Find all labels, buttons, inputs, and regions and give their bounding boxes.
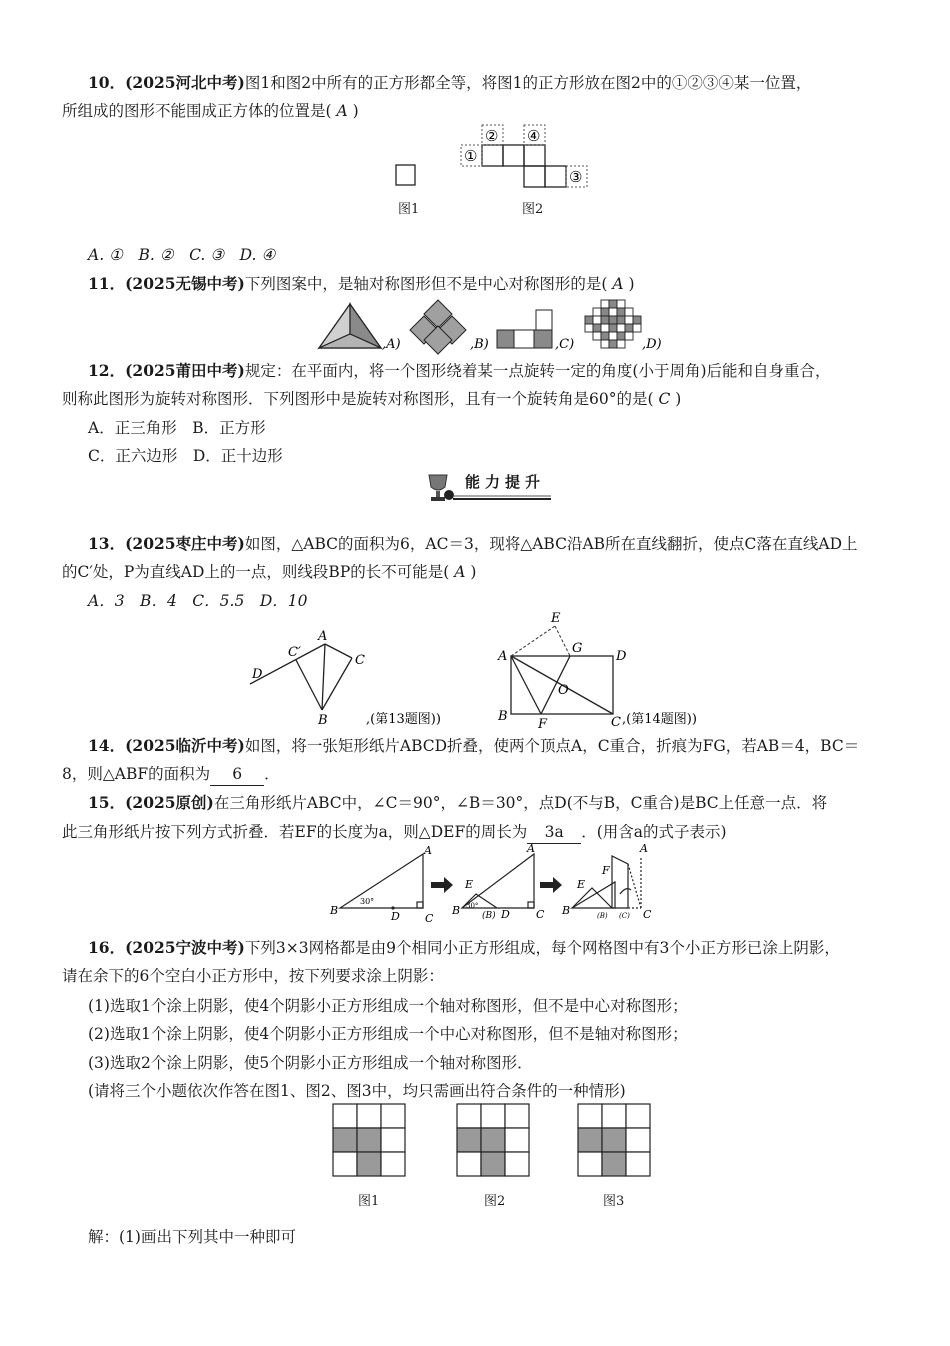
- q16-number: 16．: [88, 938, 126, 957]
- q11-option-b-label: ,B): [470, 337, 489, 352]
- q15-line1: [88, 792, 827, 814]
- grid-cell: [602, 1104, 626, 1128]
- q14-line2: [62, 763, 280, 786]
- q15-number: 15．: [88, 793, 126, 812]
- grid-cell: [357, 1128, 381, 1152]
- q11-close-paren: ): [628, 275, 635, 293]
- q15-p1-label-b: B: [330, 904, 339, 917]
- q16-grid3-caption: 图3: [603, 1194, 625, 1209]
- q11-option-b-diamonds: [410, 300, 466, 354]
- q15-panel1-triangle: [340, 854, 423, 908]
- q13-text1: 如图，△ABC的面积为6，AC＝3，现将△ABC沿AB所在直线翻折，使点C落在直线AD上: [244, 535, 858, 553]
- q12-answer: C: [658, 390, 671, 408]
- grid-cell: [381, 1152, 405, 1176]
- q13-answer: A: [454, 563, 466, 581]
- q15-text2a: 此三角形纸片按下列方式折叠．若EF的长度为a，则△DEF的周长为: [62, 823, 528, 841]
- q15-p2-label-d: D: [501, 908, 510, 921]
- section-header: [425, 469, 555, 503]
- q11-option-c-blocks: [497, 310, 552, 348]
- q16-item1: (1)选取1个涂上阴影，使4个阴影小正方形组成一个轴对称图形，但不是中心对称图形；: [88, 997, 688, 1015]
- grid-cell: [505, 1128, 529, 1152]
- arrow-right-icon: [431, 877, 453, 893]
- q14-label-f: F: [538, 717, 548, 732]
- q15-p3-label-e: E: [577, 878, 586, 891]
- grid-cell: [333, 1152, 357, 1176]
- q14-fig-caption: ,(第14题图)): [622, 712, 697, 727]
- q16-grid-3: [578, 1104, 650, 1176]
- q16-text1: 下列3×3网格都是由9个相同小正方形组成，每个网格图中有3个小正方形已涂上阴影，: [244, 939, 840, 957]
- q16-grid-2: [457, 1104, 529, 1176]
- q10-figures: [0, 125, 950, 245]
- q13-options: A．3 B．4 C．5.5 D．10: [88, 592, 308, 610]
- q11-option-d-label: ,D): [642, 337, 662, 352]
- q12-text1: 规定：在平面内，将一个图形绕着某一点旋转一定的角度(小于周角)后能和自身重合，: [244, 362, 831, 380]
- q13-label-d: D: [252, 667, 263, 682]
- q15-p3-fold-mark: [620, 889, 631, 894]
- grid-cell: [505, 1104, 529, 1128]
- q11-number: 11．: [88, 274, 126, 293]
- q15-p1-label-c: C: [425, 912, 434, 925]
- q15-line2: [62, 821, 727, 844]
- q15-p2-label-c: C: [536, 908, 545, 921]
- grid-cell: [333, 1104, 357, 1128]
- q14-label-c: C: [611, 715, 621, 730]
- grid-cell: [457, 1128, 481, 1152]
- grid-cell: [481, 1128, 505, 1152]
- q10-answer: A: [336, 102, 348, 120]
- q10-number: 10．: [88, 73, 126, 92]
- grid-cell: [481, 1152, 505, 1176]
- q13-figure: [250, 644, 352, 710]
- q12-options-row2: C．正六边形 D．正十边形: [88, 447, 283, 465]
- q13-text2: 的C′处，P为直线AD上的一点，则线段BP的长不可能是(: [62, 563, 450, 581]
- q10-fig1-caption: 图1: [398, 202, 420, 217]
- q13-line2: [62, 561, 476, 583]
- q10-position-2: ②: [485, 127, 499, 145]
- q13-source: (2025枣庄中考): [125, 534, 245, 553]
- grid-cell: [626, 1104, 650, 1128]
- q16-grid2-caption: 图2: [484, 1194, 506, 1209]
- q15-p1-label-a: A: [424, 844, 432, 857]
- q10-options: A. ① B. ② C. ③ D. ④: [88, 246, 276, 264]
- q11-option-a-triangle: [319, 304, 381, 348]
- q15-p3-label-b: B: [562, 904, 571, 917]
- q10-source: (2025河北中考): [125, 73, 245, 92]
- grid-cell: [602, 1152, 626, 1176]
- q13-label-cp: C′: [288, 645, 301, 660]
- q15-p2-label-bp: (B): [482, 911, 496, 921]
- q16-line2: 请在余下的6个空白小正方形中，按下列要求涂上阴影：: [62, 967, 444, 985]
- q15-p1-angle: 30°: [360, 897, 375, 906]
- q15-p2-angle: 30°: [466, 902, 479, 910]
- q13-label-a: A: [318, 629, 328, 644]
- q16-grid1-caption: 图1: [358, 1194, 380, 1209]
- q14-label-g: G: [572, 641, 583, 656]
- grid-cell: [333, 1128, 357, 1152]
- grid-cell: [457, 1152, 481, 1176]
- q15-p3-label-c: C: [643, 908, 652, 921]
- q16-grids: [0, 1104, 950, 1184]
- q15-p3-label-a: A: [640, 842, 648, 855]
- q15-p3-label-cp: (C): [619, 912, 630, 920]
- q13-close-paren: ): [470, 563, 477, 581]
- q15-p3-label-bp: (B): [597, 912, 608, 920]
- grid-cell: [578, 1152, 602, 1176]
- q10-position-1: ①: [464, 147, 478, 165]
- q10-position-3: ③: [569, 168, 583, 186]
- q14-text1: 如图，将一张矩形纸片ABCD折叠，使两个顶点A，C重合，折痕为FG，若AB＝4，BC＝: [244, 737, 860, 755]
- q11-line1: [88, 273, 635, 295]
- q14-label-a: A: [498, 649, 508, 664]
- q15-p3-label-f: F: [602, 864, 610, 877]
- q14-label-b: B: [498, 709, 508, 724]
- q14-source: (2025临沂中考): [125, 736, 245, 755]
- q11-figures: [0, 296, 950, 356]
- arrow-right-icon: [540, 877, 562, 893]
- q14-answer-blank: 6: [210, 763, 264, 786]
- q10-line2: [62, 100, 359, 122]
- section-title-text: 能力提升: [465, 473, 546, 491]
- q11-option-d-pattern: [585, 300, 641, 348]
- q12-number: 12．: [88, 361, 126, 380]
- q15-text1: 在三角形纸片ABC中，∠C＝90°，∠B＝30°，点D(不与B，C重合)是BC上任意一点．将: [213, 794, 828, 812]
- q10-close-paren: ): [352, 102, 359, 120]
- q15-p2-label-e: E: [465, 878, 474, 891]
- grid-cell: [381, 1104, 405, 1128]
- q14-text2b: ．: [264, 765, 280, 783]
- q11-source: (2025无锡中考): [125, 274, 245, 293]
- q11-answer: A: [612, 275, 624, 293]
- grid-cell: [578, 1128, 602, 1152]
- q15-answer-blank: 3a: [527, 821, 581, 844]
- q10-line1: [88, 72, 811, 94]
- q13-fig-caption: ,(第13题图)): [366, 712, 441, 727]
- grid-cell: [457, 1104, 481, 1128]
- q13-q14-figures: [0, 612, 950, 732]
- q11-option-a-label: ,A): [382, 337, 401, 352]
- q16-note: (请将三个小题依次作答在图1、图2、图3中，均只需画出符合条件的一种情形): [88, 1082, 626, 1100]
- q16-grid-1: [333, 1104, 405, 1176]
- q12-line2: [62, 388, 681, 410]
- q10-fig2-net: [482, 145, 566, 187]
- q13-label-c: C: [355, 653, 365, 668]
- q15-p1-label-d: D: [391, 910, 400, 923]
- grid-cell: [357, 1152, 381, 1176]
- solution-text: 解：(1)画出下列其中一种即可: [88, 1228, 296, 1246]
- q12-close-paren: ): [675, 390, 682, 408]
- q12-source: (2025莆田中考): [125, 361, 245, 380]
- q10-position-4: ④: [527, 127, 541, 145]
- q14-number: 14．: [88, 736, 126, 755]
- q10-text1: 图1和图2中所有的正方形都全等，将图1的正方形放在图2中的①②③④某一位置，: [244, 74, 812, 92]
- grid-cell: [626, 1128, 650, 1152]
- q16-item2: (2)选取1个涂上阴影，使4个阴影小正方形组成一个中心对称图形，但不是轴对称图形；: [88, 1025, 688, 1043]
- q16-item3: (3)选取2个涂上阴影，使5个阴影小正方形组成一个轴对称图形．: [88, 1054, 533, 1072]
- grid-cell: [626, 1152, 650, 1176]
- q14-fold-lines: [511, 626, 570, 656]
- q14-label-o: O: [558, 683, 569, 698]
- q15-text2b: ．(用含a的式子表示): [581, 823, 727, 841]
- grid-cell: [481, 1104, 505, 1128]
- q14-line1: [88, 735, 859, 757]
- q15-p2-label-a: A: [527, 842, 535, 855]
- grid-cell: [505, 1152, 529, 1176]
- grid-cell: [357, 1104, 381, 1128]
- q15-p2-label-b: B: [452, 904, 461, 917]
- q12-line1: [88, 360, 831, 382]
- grid-cell: [578, 1104, 602, 1128]
- q15-p1-point-d: [391, 906, 394, 909]
- q15-figures: [0, 842, 950, 932]
- q10-fig2-caption: 图2: [522, 202, 544, 217]
- q12-text2: 则称此图形为旋转对称图形．下列图形中是旋转对称图形，且有一个旋转角是60°的是(: [62, 390, 654, 408]
- q16-source: (2025宁波中考): [125, 938, 245, 957]
- q15-source: (2025原创): [125, 793, 214, 812]
- grid-cell: [602, 1128, 626, 1152]
- q11-text: 下列图案中，是轴对称图形但不是中心对称图形的是(: [244, 275, 608, 293]
- q10-text2: 所组成的图形不能围成正方体的位置是(: [62, 102, 332, 120]
- q13-line1: [88, 533, 858, 555]
- q14-label-e: E: [551, 611, 561, 626]
- q11-option-c-label: ,C): [555, 337, 575, 352]
- q14-label-d: D: [616, 649, 627, 664]
- q16-line1: [88, 937, 840, 959]
- q10-fig1-square: [396, 165, 415, 185]
- q12-options-row1: A．正三角形 B．正方形: [88, 419, 266, 437]
- grid-cell: [381, 1128, 405, 1152]
- q13-label-b: B: [318, 713, 328, 728]
- q14-text2a: 8，则△ABF的面积为: [62, 765, 211, 783]
- q13-number: 13．: [88, 534, 126, 553]
